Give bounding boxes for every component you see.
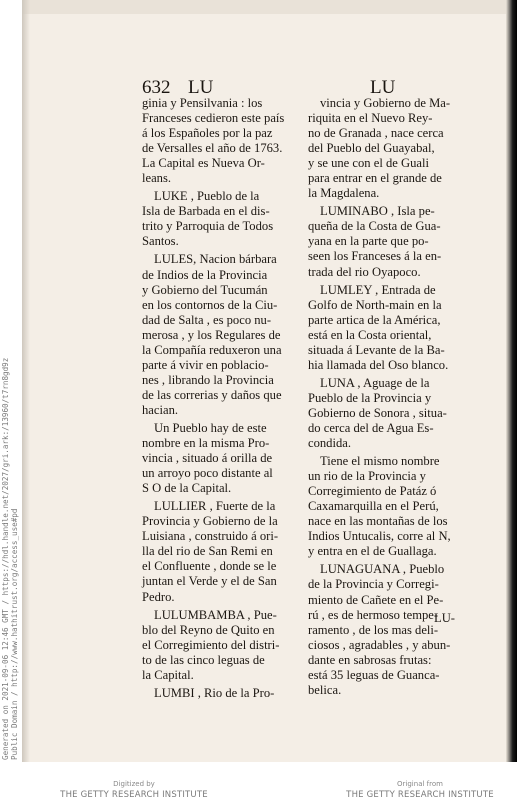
text-line: Tiene el mismo nombre xyxy=(320,454,440,469)
right-running-head: LU xyxy=(370,77,396,98)
text-line: trito y Parroquia de Todos xyxy=(142,219,274,234)
text-line: Pueblo de la Provincia y xyxy=(308,390,432,405)
text-line: to de las cinco leguas de xyxy=(142,652,265,667)
text-line: La Capital es Nueva Or- xyxy=(142,156,265,171)
text-line: S O de la Capital. xyxy=(142,481,232,496)
text-line: Gobierno de Sonora , situa- xyxy=(308,405,447,420)
entry-paragraph xyxy=(142,96,296,186)
text-line: ginia y Pensilvania : los xyxy=(142,96,263,110)
text-line: LUNAGUANA , Pueblo xyxy=(320,562,445,577)
text-line: en los contornos de la Ciu- xyxy=(142,297,278,312)
text-line: el Corregimiento del distri- xyxy=(142,637,280,652)
text-line: trada del rio Oyapoco. xyxy=(308,264,421,279)
text-line: hia llamada del Oso blanco. xyxy=(308,357,449,372)
text-line: y entra en el de Guallaga. xyxy=(308,544,437,559)
digitizer-name: THE GETTY RESEARCH INSTITUTE xyxy=(60,790,208,800)
text-line: la Capital. xyxy=(142,667,194,682)
entry-paragraph xyxy=(142,189,296,249)
text-line: LULLIER , Fuerte de la xyxy=(154,499,276,514)
text-line: miento de Cañete en el Pe- xyxy=(308,592,444,607)
generated-notice: Generated on 2021-09-06 12:46 GMT / https://hdl.handle.net/2027/gri.ark:/13960/t7rn8gd9z xyxy=(1,357,10,760)
text-line: LUMBI , Rio de la Pro- xyxy=(154,685,275,700)
original-from-label: Original from xyxy=(397,780,443,788)
text-line: para entrar en el grande de xyxy=(308,171,442,186)
text-line: Un Pueblo hay de este xyxy=(154,420,267,435)
text-line: el Confluente , donde se le xyxy=(142,559,277,574)
digitized-by-credit xyxy=(44,780,224,800)
text-line: un rio de la Provincia y xyxy=(308,469,426,484)
rights-notice: Public Domain / http://www.hathitrust.org/access_use#pd xyxy=(10,508,19,760)
text-line: está en la Costa oriental, xyxy=(308,327,432,342)
text-line: leans. xyxy=(142,171,172,186)
text-line: yana en la parte que po- xyxy=(308,234,429,249)
text-line: Indios Untucalis, corre al N, xyxy=(308,529,451,544)
footer xyxy=(0,762,517,800)
text-line: ramento , de los mas deli- xyxy=(308,622,439,637)
text-line: la Compañía reduxeron una xyxy=(142,342,282,357)
text-line: LULES, Nacion bárbara xyxy=(154,252,277,267)
text-line: condida. xyxy=(308,436,352,451)
text-line: seen los Franceses á la en- xyxy=(308,249,442,264)
text-line: y Gobierno del Tucumán xyxy=(142,282,268,297)
text-line: riquita en el Nuevo Rey- xyxy=(308,111,433,126)
text-line: vincia , situado á orilla de xyxy=(142,451,273,466)
entry-paragraph xyxy=(308,376,462,451)
page-gutter-shadow xyxy=(22,0,30,762)
text-line: de las correrias y daños que xyxy=(142,387,282,402)
text-line: dante en sabrosas frutas: xyxy=(308,652,432,667)
text-line: Isla de Barbada en el dis- xyxy=(142,204,270,219)
page-edge-shadow xyxy=(506,0,517,762)
text-line: lla del rio de San Remi en xyxy=(142,544,273,559)
digitized-by-label: Digitized by xyxy=(113,780,155,788)
text-line: belica. xyxy=(308,682,342,697)
text-line: situada á Levante de la Ba- xyxy=(308,342,445,357)
left-text-column xyxy=(142,96,296,704)
entry-paragraph xyxy=(142,252,296,418)
text-line: LUMINABO , Isla pe- xyxy=(320,204,435,219)
original-holder-name: THE GETTY RESEARCH INSTITUTE xyxy=(346,790,494,800)
page-top-edge xyxy=(22,0,517,14)
text-line: nace en las montañas de los xyxy=(308,514,448,529)
text-line: Golfo de North-main en la xyxy=(308,297,442,312)
text-line: juntan el Verde y el de San xyxy=(142,574,277,589)
text-line: á los Españoles por la paz xyxy=(142,126,273,141)
text-line: vincia y Gobierno de Ma- xyxy=(320,96,451,110)
text-line: de la Provincia y Corregi- xyxy=(308,577,439,592)
catchword: LU- xyxy=(434,611,455,625)
entry-paragraph xyxy=(308,96,462,201)
text-line: LUMLEY , Entrada de xyxy=(320,282,436,297)
text-line: nombre en la misma Pro- xyxy=(142,436,270,451)
left-running-head: LU xyxy=(188,77,214,98)
text-line: Santos. xyxy=(142,234,179,249)
text-line: Pedro. xyxy=(142,589,175,604)
text-line: Provincia y Gobierno de la xyxy=(142,514,278,529)
entry-paragraph xyxy=(142,499,296,604)
text-line: LUNA , Aguage de la xyxy=(320,375,430,390)
text-line: del Pueblo del Guayabal, xyxy=(308,141,435,156)
text-line: hacian. xyxy=(142,402,179,417)
text-line: LUKE , Pueblo de la xyxy=(154,189,260,204)
text-line: Luisiana , construido á ori- xyxy=(142,529,279,544)
text-line: do cerca del de Agua Es- xyxy=(308,420,434,435)
text-line: dad de Salta , es poco nu- xyxy=(142,312,272,327)
entry-paragraph xyxy=(308,283,462,373)
text-line: parte á vivir en poblacio- xyxy=(142,357,269,372)
entry-paragraph xyxy=(142,421,296,496)
text-line: Corregimiento de Patáz ó xyxy=(308,484,437,499)
entry-paragraph xyxy=(308,204,462,279)
text-line: de Versalles el año de 1763. xyxy=(142,141,283,156)
text-line: merosa , y los Regulares de xyxy=(142,327,281,342)
text-line: la Magdalena. xyxy=(308,186,380,201)
text-line: queña de la Costa de Gua- xyxy=(308,219,441,234)
entry-paragraph xyxy=(142,686,296,701)
text-line: no de Granada , nace cerca xyxy=(308,126,444,141)
text-line: nes , librando la Provincia xyxy=(142,372,274,387)
page-number: 632 xyxy=(142,77,171,98)
text-line: y se une con el de Guali xyxy=(308,156,429,171)
text-line: blo del Reyno de Quito en xyxy=(142,622,275,637)
entry-paragraph xyxy=(142,608,296,683)
text-line: rú , es de hermoso tempe- xyxy=(308,607,439,622)
text-line: Franceses cedieron este país xyxy=(142,111,285,126)
text-line: un arroyo poco distante al xyxy=(142,466,273,481)
entry-paragraph xyxy=(308,562,462,697)
text-line: ciosos , agradables , y abun- xyxy=(308,637,451,652)
text-line: está 35 leguas de Guanca- xyxy=(308,667,440,682)
entry-paragraph xyxy=(308,454,462,559)
text-line: Caxamarquilla en el Perú, xyxy=(308,499,439,514)
text-line: LULUMBAMBA , Pue- xyxy=(154,607,277,622)
text-line: de Indios de la Provincia xyxy=(142,267,268,282)
original-from-credit xyxy=(330,780,510,800)
text-line: parte artica de la América, xyxy=(308,312,441,327)
